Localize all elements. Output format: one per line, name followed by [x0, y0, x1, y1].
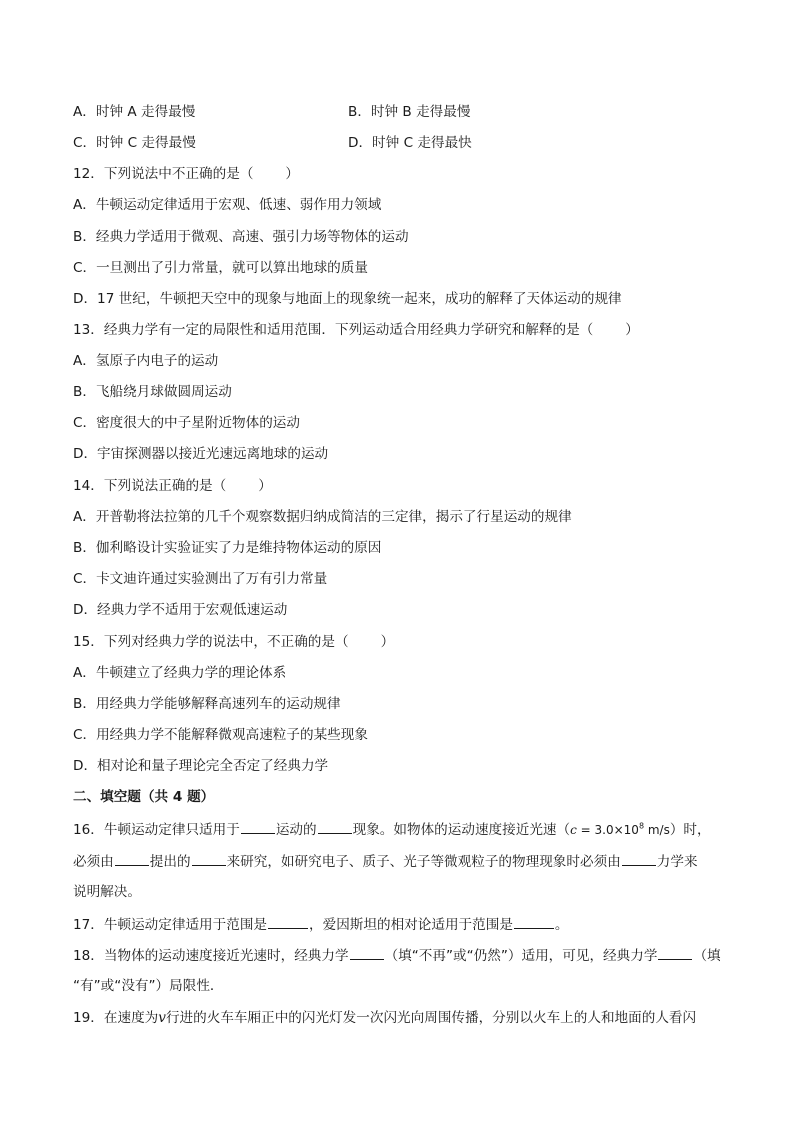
q15-option-a: A．牛顿建立了经典力学的理论体系	[73, 665, 287, 681]
q19-line-1: 19．在速度为v行进的火车车厢正中的闪光灯发一次闪光向周围传播，分别以火车上的人和地面的人看闪	[73, 1010, 697, 1026]
q16-line-1: 16．牛顿运动定律只适用于 运动的 现象。如物体的运动速度接近光速（$c = 3.0\times 10^8$ m/s）时，	[73, 819, 711, 840]
q15-option-c: C．用经典力学不能解释微观高速粒子的某些现象	[73, 727, 368, 743]
q12-option-a: A．牛顿运动定律适用于宏观、低速、弱作用力领域	[73, 197, 382, 213]
q16-line-3: 说明解决。	[73, 884, 141, 900]
q12-stem: 12．下列说法中不正确的是（ ）	[73, 166, 300, 182]
q15-stem: 15．下列对经典力学的说法中，不正确的是（ ）	[73, 634, 395, 650]
q14-option-a: A．开普勒将法拉第的几千个观察数据归纳成简洁的三定律，揭示了行星运动的规律	[73, 509, 572, 525]
q11-option-c: C．时钟 C 走得最慢	[73, 135, 196, 151]
q16-line-2: 必须由 提出的 来研究，如研究电子、质子、光子等微观粒子的物理现象时必须由 力学来	[73, 851, 698, 872]
q12-option-d: D．17 世纪，牛顿把天空中的现象与地面上的现象统一起来，成功的解释了天体运动的规律	[73, 291, 622, 307]
q15-option-d: D．相对论和量子理论完全否定了经典力学	[73, 758, 329, 774]
q18-line-2: “有”或“没有”）局限性．	[73, 978, 224, 994]
section-title-fill-in: 二、填空题（共 4 题）	[73, 789, 215, 805]
q15-option-b: B．用经典力学能够解释高速列车的运动规律	[73, 696, 341, 712]
q11-option-d: D．时钟 C 走得最快	[348, 135, 472, 151]
q17-line: 17．牛顿运动定律适用于范围是 ，爱因斯坦的相对论适用于范围是 。	[73, 914, 569, 935]
q14-option-d: D．经典力学不适用于宏观低速运动	[73, 602, 288, 618]
q13-option-b: B．飞船绕月球做圆周运动	[73, 384, 232, 400]
q13-option-d: D．宇宙探测器以接近光速远离地球的运动	[73, 446, 329, 462]
q11-option-b: B．时钟 B 走得最慢	[348, 104, 471, 120]
q14-option-b: B．伽利略设计实验证实了力是维持物体运动的原因	[73, 540, 382, 556]
q13-option-a: A．氢原子内电子的运动	[73, 353, 219, 369]
q14-stem: 14．下列说法正确的是（ ）	[73, 478, 272, 494]
q14-option-c: C．卡文迪许通过实验测出了万有引力常量	[73, 571, 328, 587]
q12-option-c: C．一旦测出了引力常量，就可以算出地球的质量	[73, 260, 368, 276]
q13-stem: 13．经典力学有一定的局限性和适用范围．下列运动适合用经典力学研究和解释的是（ ）	[73, 322, 639, 338]
q13-option-c: C．密度很大的中子星附近物体的运动	[73, 415, 300, 431]
q18-line-1: 18．当物体的运动速度接近光速时，经典力学 （填“不再”或“仍然”）适用，可见，经典力学 （填	[73, 945, 721, 966]
q12-option-b: B．经典力学适用于微观、高速、强引力场等物体的运动	[73, 229, 409, 245]
q11-option-a: A．时钟 A 走得最慢	[73, 104, 196, 120]
